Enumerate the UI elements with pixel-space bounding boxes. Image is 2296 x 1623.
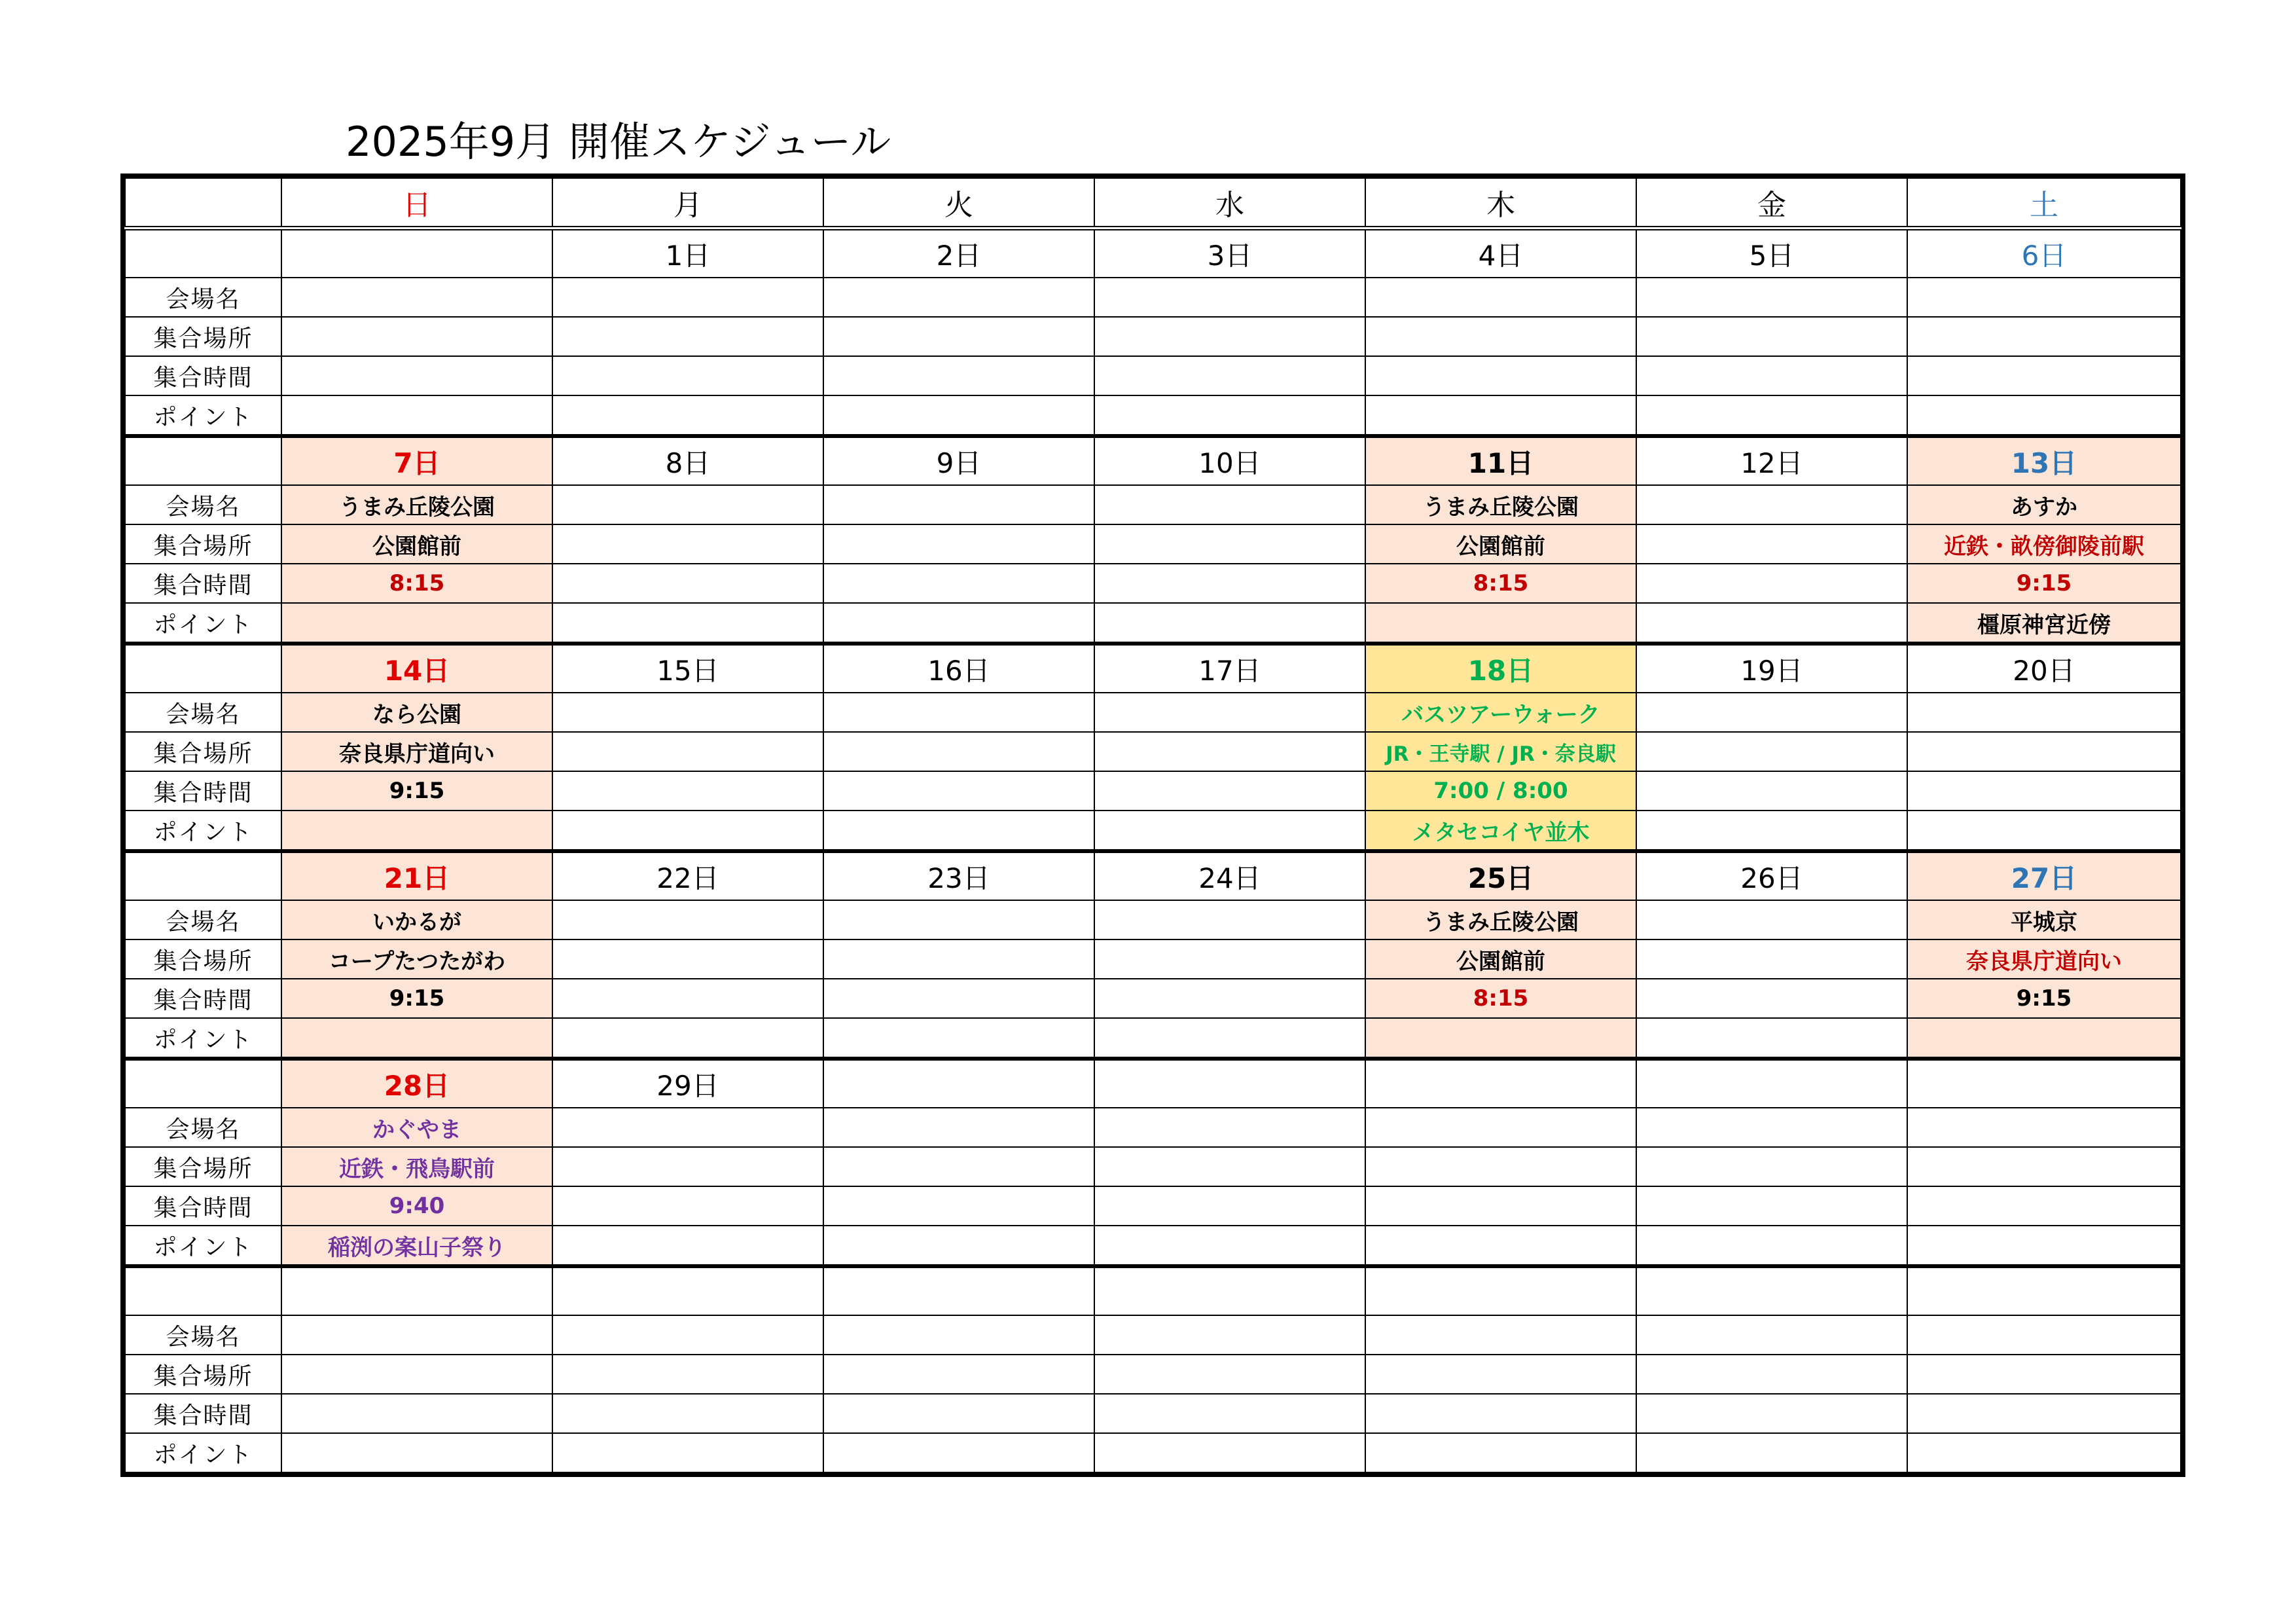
date-cell: 25日 xyxy=(1365,851,1636,900)
meeting-time-cell xyxy=(1636,356,1907,395)
date-cell: 18日 xyxy=(1365,644,1636,693)
venue-cell xyxy=(552,1315,823,1355)
row-label-meeting-time: 集合時間 xyxy=(125,771,281,811)
meeting-place-cell xyxy=(1636,524,1907,564)
meeting-time-cell: 9:15 xyxy=(1907,564,2181,603)
meeting-place-cell: 公園館前 xyxy=(1365,524,1636,564)
date-cell xyxy=(1094,1266,1365,1315)
week-5-point-row xyxy=(125,1226,2181,1266)
week-1-venue-row xyxy=(125,278,2181,317)
meeting-time-cell xyxy=(1907,356,2181,395)
point-cell xyxy=(552,1226,823,1266)
meeting-place-cell xyxy=(1907,1355,2181,1394)
venue-cell: かぐやま xyxy=(281,1108,552,1147)
week-1-point-row xyxy=(125,395,2181,436)
meeting-time-cell xyxy=(1907,1186,2181,1226)
meeting-place-cell xyxy=(1636,939,1907,979)
date-cell: 29日 xyxy=(552,1059,823,1108)
meeting-place-cell: JR・王寺駅 / JR・奈良駅 xyxy=(1365,732,1636,771)
point-cell xyxy=(1907,1226,2181,1266)
week-6-meeting-place-row xyxy=(125,1355,2181,1394)
venue-cell xyxy=(1907,1108,2181,1147)
meeting-time-cell: 9:40 xyxy=(281,1186,552,1226)
point-cell xyxy=(1094,1433,1365,1472)
point-cell xyxy=(1365,395,1636,436)
venue-cell xyxy=(1636,693,1907,732)
point-cell xyxy=(552,603,823,644)
row-label-meeting-place: 集合場所 xyxy=(125,1147,281,1186)
meeting-time-cell xyxy=(823,1394,1094,1433)
week-6-venue-row xyxy=(125,1315,2181,1355)
date-cell: 5日 xyxy=(1636,228,1907,278)
point-cell xyxy=(1636,1433,1907,1472)
row-label-meeting-time: 集合時間 xyxy=(125,356,281,395)
meeting-place-cell: 奈良県庁道向い xyxy=(281,732,552,771)
meeting-time-cell: 8:15 xyxy=(1365,979,1636,1018)
meeting-place-cell xyxy=(1094,524,1365,564)
meeting-time-cell xyxy=(823,979,1094,1018)
date-cell: 8日 xyxy=(552,436,823,485)
venue-cell xyxy=(1094,693,1365,732)
point-cell xyxy=(1365,1226,1636,1266)
week-3-venue-row xyxy=(125,693,2181,732)
venue-cell xyxy=(1636,900,1907,939)
meeting-place-cell xyxy=(1636,732,1907,771)
meeting-time-cell: 9:15 xyxy=(281,979,552,1018)
point-cell xyxy=(1094,1018,1365,1059)
date-cell: 13日 xyxy=(1907,436,2181,485)
week-2-point-row xyxy=(125,603,2181,644)
meeting-place-cell xyxy=(823,1147,1094,1186)
week-4-point-row xyxy=(125,1018,2181,1059)
date-cell xyxy=(1636,1059,1907,1108)
row-label-point: ポイント xyxy=(125,1226,281,1266)
date-cell: 17日 xyxy=(1094,644,1365,693)
row-label-venue: 会場名 xyxy=(125,900,281,939)
date-cell: 10日 xyxy=(1094,436,1365,485)
row-label-point: ポイント xyxy=(125,1018,281,1059)
date-cell: 3日 xyxy=(1094,228,1365,278)
weekday-sunday: 日 xyxy=(281,178,552,228)
meeting-place-cell xyxy=(552,1147,823,1186)
meeting-place-cell xyxy=(281,1355,552,1394)
week-2-meeting-time-row xyxy=(125,564,2181,603)
date-cell: 20日 xyxy=(1907,644,2181,693)
meeting-place-cell: 公園館前 xyxy=(1365,939,1636,979)
row-label-venue: 会場名 xyxy=(125,693,281,732)
date-cell xyxy=(823,1266,1094,1315)
point-cell xyxy=(1636,1226,1907,1266)
point-cell xyxy=(823,603,1094,644)
date-cell: 28日 xyxy=(281,1059,552,1108)
date-cell: 12日 xyxy=(1636,436,1907,485)
meeting-place-cell xyxy=(823,1355,1094,1394)
point-cell: メタセコイヤ並木 xyxy=(1365,811,1636,851)
date-cell xyxy=(1094,1059,1365,1108)
week-1-date-row xyxy=(125,228,2181,278)
meeting-place-cell xyxy=(823,524,1094,564)
row-label-empty xyxy=(125,644,281,693)
meeting-place-cell: 奈良県庁道向い xyxy=(1907,939,2181,979)
date-cell: 6日 xyxy=(1907,228,2181,278)
row-label-point: ポイント xyxy=(125,1433,281,1472)
week-6-date-row xyxy=(125,1266,2181,1315)
row-label-venue: 会場名 xyxy=(125,1315,281,1355)
row-label-venue: 会場名 xyxy=(125,278,281,317)
date-cell: 24日 xyxy=(1094,851,1365,900)
point-cell xyxy=(823,395,1094,436)
point-cell xyxy=(823,1433,1094,1472)
row-label-empty xyxy=(125,228,281,278)
venue-cell: なら公園 xyxy=(281,693,552,732)
date-cell: 1日 xyxy=(552,228,823,278)
meeting-time-cell xyxy=(1907,1394,2181,1433)
row-label-point: ポイント xyxy=(125,395,281,436)
date-cell: 27日 xyxy=(1907,851,2181,900)
point-cell xyxy=(1907,395,2181,436)
row-label-meeting-time: 集合時間 xyxy=(125,1394,281,1433)
date-cell xyxy=(1907,1266,2181,1315)
row-label-meeting-place: 集合場所 xyxy=(125,939,281,979)
date-cell xyxy=(552,1266,823,1315)
row-label-point: ポイント xyxy=(125,811,281,851)
meeting-time-cell xyxy=(1636,564,1907,603)
venue-cell xyxy=(823,485,1094,524)
date-cell xyxy=(1365,1059,1636,1108)
venue-cell xyxy=(823,1315,1094,1355)
row-label-meeting-time: 集合時間 xyxy=(125,564,281,603)
venue-cell xyxy=(823,1108,1094,1147)
point-cell xyxy=(1365,603,1636,644)
meeting-place-cell xyxy=(1094,1355,1365,1394)
date-cell xyxy=(281,1266,552,1315)
venue-cell xyxy=(552,485,823,524)
row-label-point: ポイント xyxy=(125,603,281,644)
row-label-meeting-place: 集合場所 xyxy=(125,732,281,771)
date-cell: 7日 xyxy=(281,436,552,485)
row-label-meeting-place: 集合場所 xyxy=(125,317,281,356)
meeting-place-cell: 近鉄・畝傍御陵前駅 xyxy=(1907,524,2181,564)
meeting-time-cell: 8:15 xyxy=(1365,564,1636,603)
meeting-time-cell xyxy=(1365,356,1636,395)
meeting-place-cell xyxy=(1094,317,1365,356)
meeting-place-cell xyxy=(823,732,1094,771)
point-cell xyxy=(1636,1018,1907,1059)
date-cell: 14日 xyxy=(281,644,552,693)
point-cell xyxy=(823,1226,1094,1266)
week-3-point-row xyxy=(125,811,2181,851)
date-cell: 23日 xyxy=(823,851,1094,900)
meeting-place-cell xyxy=(552,524,823,564)
meeting-time-cell xyxy=(1365,1394,1636,1433)
meeting-place-cell xyxy=(1094,732,1365,771)
date-cell xyxy=(1365,1266,1636,1315)
meeting-place-cell: 近鉄・飛鳥駅前 xyxy=(281,1147,552,1186)
date-cell: 26日 xyxy=(1636,851,1907,900)
meeting-time-cell xyxy=(552,1394,823,1433)
week-5-meeting-time-row xyxy=(125,1186,2181,1226)
point-cell xyxy=(823,811,1094,851)
meeting-place-cell xyxy=(1365,317,1636,356)
meeting-place-cell xyxy=(823,939,1094,979)
meeting-place-cell: コープたつたがわ xyxy=(281,939,552,979)
venue-cell: あすか xyxy=(1907,485,2181,524)
meeting-time-cell xyxy=(823,771,1094,811)
venue-cell xyxy=(1636,1108,1907,1147)
point-cell xyxy=(1907,1018,2181,1059)
date-cell: 11日 xyxy=(1365,436,1636,485)
point-cell xyxy=(1636,603,1907,644)
week-4-date-row xyxy=(125,851,2181,900)
meeting-place-cell: 公園館前 xyxy=(281,524,552,564)
point-cell xyxy=(1907,1433,2181,1472)
week-5-venue-row xyxy=(125,1108,2181,1147)
week-6-meeting-time-row xyxy=(125,1394,2181,1433)
meeting-time-cell xyxy=(552,979,823,1018)
meeting-place-cell xyxy=(552,732,823,771)
row-label-empty xyxy=(125,851,281,900)
date-cell: 2日 xyxy=(823,228,1094,278)
row-label-meeting-place: 集合場所 xyxy=(125,524,281,564)
meeting-time-cell: 9:15 xyxy=(1907,979,2181,1018)
point-cell xyxy=(281,1433,552,1472)
meeting-time-cell xyxy=(552,1186,823,1226)
meeting-time-cell xyxy=(823,564,1094,603)
meeting-time-cell xyxy=(1094,564,1365,603)
venue-cell xyxy=(1094,485,1365,524)
meeting-place-cell xyxy=(1365,1147,1636,1186)
venue-cell xyxy=(1365,1315,1636,1355)
venue-cell: バスツアーウォーク xyxy=(1365,693,1636,732)
meeting-time-cell: 7:00 / 8:00 xyxy=(1365,771,1636,811)
meeting-time-cell xyxy=(1094,1186,1365,1226)
meeting-time-cell xyxy=(1094,1394,1365,1433)
weekday-friday: 金 xyxy=(1636,178,1907,228)
venue-cell xyxy=(1094,278,1365,317)
meeting-time-cell xyxy=(552,356,823,395)
point-cell xyxy=(1636,395,1907,436)
point-cell xyxy=(281,603,552,644)
date-cell: 22日 xyxy=(552,851,823,900)
page-title: 2025年9月 開催スケジュール xyxy=(346,118,891,166)
venue-cell xyxy=(1636,485,1907,524)
row-label-empty xyxy=(125,1266,281,1315)
point-cell xyxy=(281,1018,552,1059)
date-cell: 15日 xyxy=(552,644,823,693)
row-label-venue: 会場名 xyxy=(125,485,281,524)
meeting-time-cell xyxy=(1094,771,1365,811)
week-3-meeting-place-row xyxy=(125,732,2181,771)
week-5-date-row xyxy=(125,1059,2181,1108)
point-cell xyxy=(1094,395,1365,436)
point-cell xyxy=(552,1018,823,1059)
venue-cell xyxy=(552,1108,823,1147)
point-cell xyxy=(281,811,552,851)
meeting-place-cell xyxy=(281,317,552,356)
week-2-meeting-place-row xyxy=(125,524,2181,564)
week-1-meeting-time-row xyxy=(125,356,2181,395)
venue-cell xyxy=(823,693,1094,732)
venue-cell xyxy=(1907,1315,2181,1355)
week-2-venue-row xyxy=(125,485,2181,524)
weekday-wednesday: 水 xyxy=(1094,178,1365,228)
meeting-time-cell xyxy=(1907,771,2181,811)
meeting-time-cell xyxy=(552,771,823,811)
point-cell xyxy=(1094,811,1365,851)
week-3-meeting-time-row xyxy=(125,771,2181,811)
point-cell xyxy=(823,1018,1094,1059)
point-cell xyxy=(552,811,823,851)
date-cell: 4日 xyxy=(1365,228,1636,278)
week-4-meeting-time-row xyxy=(125,979,2181,1018)
meeting-time-cell xyxy=(1365,1186,1636,1226)
venue-cell xyxy=(1636,278,1907,317)
meeting-time-cell xyxy=(1094,979,1365,1018)
date-cell xyxy=(1907,1059,2181,1108)
venue-cell xyxy=(552,278,823,317)
meeting-place-cell xyxy=(1636,1355,1907,1394)
point-cell xyxy=(1094,1226,1365,1266)
meeting-place-cell xyxy=(1365,1355,1636,1394)
venue-cell xyxy=(823,900,1094,939)
row-label-venue: 会場名 xyxy=(125,1108,281,1147)
date-cell xyxy=(281,228,552,278)
row-label-empty xyxy=(125,1059,281,1108)
meeting-place-cell xyxy=(552,317,823,356)
point-cell xyxy=(552,1433,823,1472)
venue-cell xyxy=(1636,1315,1907,1355)
venue-cell xyxy=(1094,1108,1365,1147)
meeting-place-cell xyxy=(1636,317,1907,356)
weekday-saturday: 土 xyxy=(1907,178,2181,228)
weekday-monday: 月 xyxy=(552,178,823,228)
schedule-calendar xyxy=(124,177,2181,1473)
meeting-place-cell xyxy=(1907,1147,2181,1186)
meeting-time-cell xyxy=(1094,356,1365,395)
corner-cell xyxy=(125,178,281,228)
meeting-place-cell xyxy=(1907,317,2181,356)
week-4-venue-row xyxy=(125,900,2181,939)
row-label-empty xyxy=(125,436,281,485)
meeting-time-cell: 8:15 xyxy=(281,564,552,603)
meeting-place-cell xyxy=(1907,732,2181,771)
venue-cell: 平城京 xyxy=(1907,900,2181,939)
venue-cell: いかるが xyxy=(281,900,552,939)
weekday-header-row xyxy=(125,178,2181,228)
meeting-time-cell xyxy=(1636,771,1907,811)
date-cell: 16日 xyxy=(823,644,1094,693)
row-label-meeting-time: 集合時間 xyxy=(125,1186,281,1226)
venue-cell xyxy=(552,693,823,732)
venue-cell: うまみ丘陵公園 xyxy=(1365,900,1636,939)
meeting-time-cell xyxy=(281,356,552,395)
point-cell xyxy=(552,395,823,436)
venue-cell xyxy=(823,278,1094,317)
week-2-date-row xyxy=(125,436,2181,485)
date-cell: 9日 xyxy=(823,436,1094,485)
venue-cell: うまみ丘陵公園 xyxy=(1365,485,1636,524)
venue-cell: うまみ丘陵公園 xyxy=(281,485,552,524)
week-1-meeting-place-row xyxy=(125,317,2181,356)
venue-cell xyxy=(1365,278,1636,317)
meeting-time-cell xyxy=(1636,1186,1907,1226)
point-cell xyxy=(1365,1433,1636,1472)
meeting-place-cell xyxy=(1094,1147,1365,1186)
point-cell xyxy=(1365,1018,1636,1059)
row-label-meeting-time: 集合時間 xyxy=(125,979,281,1018)
meeting-place-cell xyxy=(1636,1147,1907,1186)
meeting-time-cell xyxy=(281,1394,552,1433)
week-3-date-row xyxy=(125,644,2181,693)
date-cell: 19日 xyxy=(1636,644,1907,693)
meeting-place-cell xyxy=(823,317,1094,356)
weekday-thursday: 木 xyxy=(1365,178,1636,228)
week-6-point-row xyxy=(125,1433,2181,1472)
date-cell xyxy=(823,1059,1094,1108)
week-4-meeting-place-row xyxy=(125,939,2181,979)
meeting-place-cell xyxy=(552,939,823,979)
point-cell xyxy=(1094,603,1365,644)
weekday-tuesday: 火 xyxy=(823,178,1094,228)
meeting-time-cell xyxy=(552,564,823,603)
venue-cell xyxy=(1365,1108,1636,1147)
venue-cell xyxy=(552,900,823,939)
point-cell xyxy=(281,395,552,436)
venue-cell xyxy=(1094,1315,1365,1355)
point-cell: 橿原神宮近傍 xyxy=(1907,603,2181,644)
meeting-time-cell xyxy=(1636,979,1907,1018)
point-cell: 稲渕の案山子祭り xyxy=(281,1226,552,1266)
meeting-time-cell xyxy=(823,356,1094,395)
venue-cell xyxy=(1094,900,1365,939)
point-cell xyxy=(1907,811,2181,851)
meeting-time-cell: 9:15 xyxy=(281,771,552,811)
venue-cell xyxy=(1907,693,2181,732)
point-cell xyxy=(1636,811,1907,851)
row-label-meeting-place: 集合場所 xyxy=(125,1355,281,1394)
meeting-place-cell xyxy=(1094,939,1365,979)
venue-cell xyxy=(281,278,552,317)
meeting-time-cell xyxy=(1636,1394,1907,1433)
date-cell: 21日 xyxy=(281,851,552,900)
venue-cell xyxy=(281,1315,552,1355)
meeting-place-cell xyxy=(552,1355,823,1394)
meeting-time-cell xyxy=(823,1186,1094,1226)
week-5-meeting-place-row xyxy=(125,1147,2181,1186)
date-cell xyxy=(1636,1266,1907,1315)
venue-cell xyxy=(1907,278,2181,317)
